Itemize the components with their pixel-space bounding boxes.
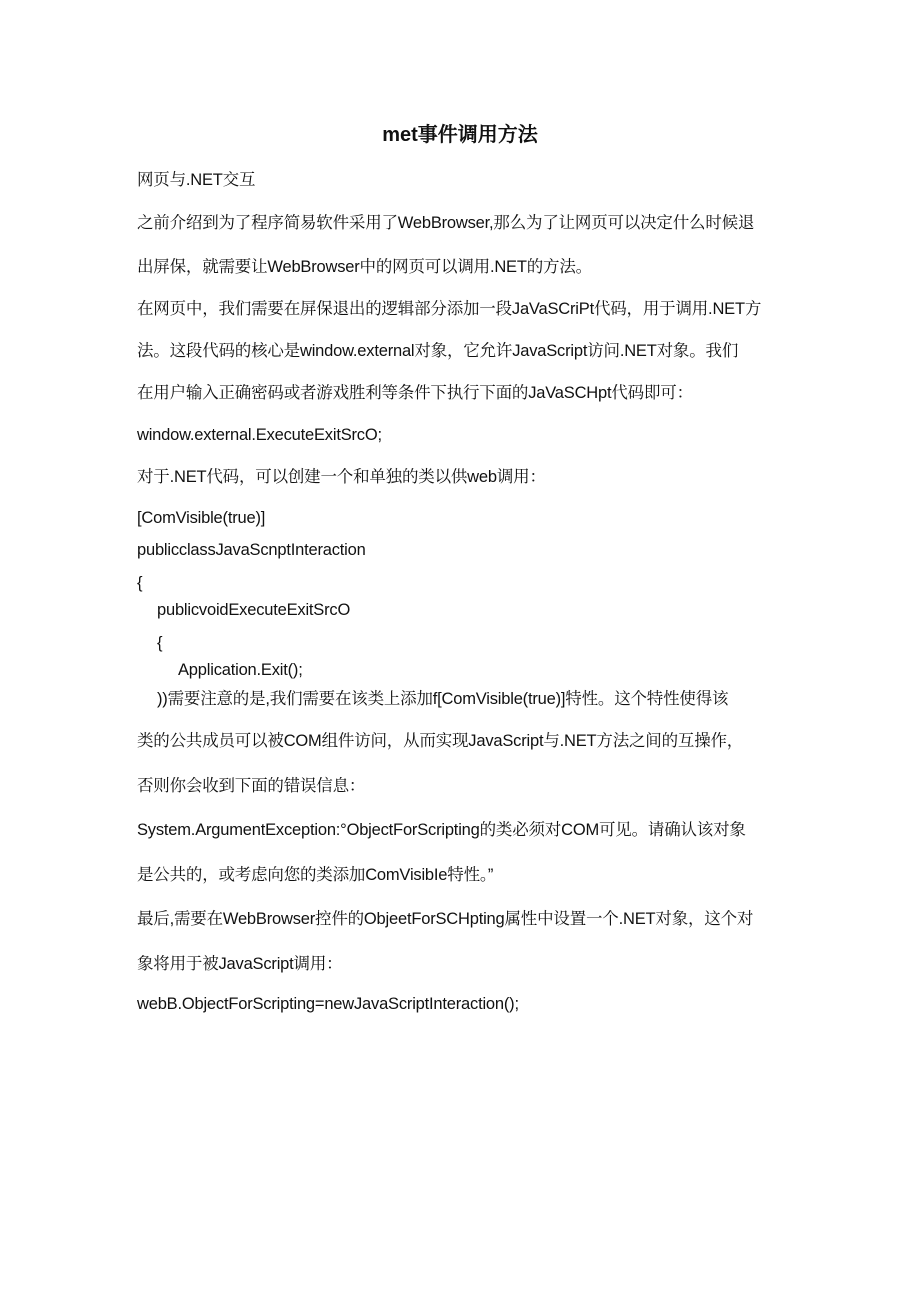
code-line: [ComVisible(true)] — [137, 509, 266, 527]
paragraph-line: ))需要注意的是,我们需要在该类上添加f[ComVisible(true)]特性。这个特性使得该 — [157, 690, 729, 708]
code-line: publicvoidExecuteExitSrcO — [157, 601, 351, 619]
code-line: { — [137, 574, 143, 592]
paragraph-line: 出屏保，就需要让WebBrowser中的网页可以调用.NET的方法。 — [137, 258, 592, 276]
code-line: { — [157, 634, 163, 652]
document-title: met事件调用方法 — [382, 124, 538, 146]
code-line: window.external.ExecuteExitSrcO; — [137, 426, 382, 444]
paragraph-line: 类的公共成员可以被COM组件访问，从而实现JavaScript与.NET方法之间的互操作， — [137, 732, 744, 750]
code-line: publicclassJavaScnptInteraction — [137, 541, 366, 559]
paragraph-line: 法。这段代码的核心是window.external对象，它允许JavaScript访问.NET对象。我们 — [137, 342, 739, 360]
code-line: Application.Exit(); — [178, 661, 303, 679]
paragraph-line: 之前介绍到为了程序简易软件采用了WebBrowser,那么为了让网页可以决定什么时候退 — [137, 214, 755, 232]
paragraph-line: 象将用于被JavaScript调用： — [137, 955, 343, 973]
paragraph-line: 在用户输入正确密码或者游戏胜利等条件下执行下面的JaVaSCHpt代码即可： — [137, 384, 693, 402]
section-heading: 网页与.NET交互 — [137, 171, 256, 189]
paragraph-line: 对于.NET代码，可以创建一个和单独的类以供web调用： — [137, 468, 546, 486]
code-line: webB.ObjectForScripting=newJavaScriptInteraction(); — [137, 995, 519, 1013]
paragraph-line: 最后,需要在WebBrowser控件的ObjeetForSCHpting属性中设置一个.NET对象，这个对 — [137, 910, 754, 928]
error-message-line: System.ArgumentException:°ObjectForScripting的类必须对COM可见。请确认该对象 — [137, 821, 746, 839]
paragraph-line: 否则你会收到下面的错误信息： — [137, 777, 366, 795]
error-message-line: 是公共的，或考虑向您的类添加ComVisibIe特性。” — [137, 866, 494, 884]
paragraph-line: 在网页中，我们需要在屏保退出的逻辑部分添加一段JaVaSCriPt代码，用于调用.NET方 — [137, 300, 762, 318]
